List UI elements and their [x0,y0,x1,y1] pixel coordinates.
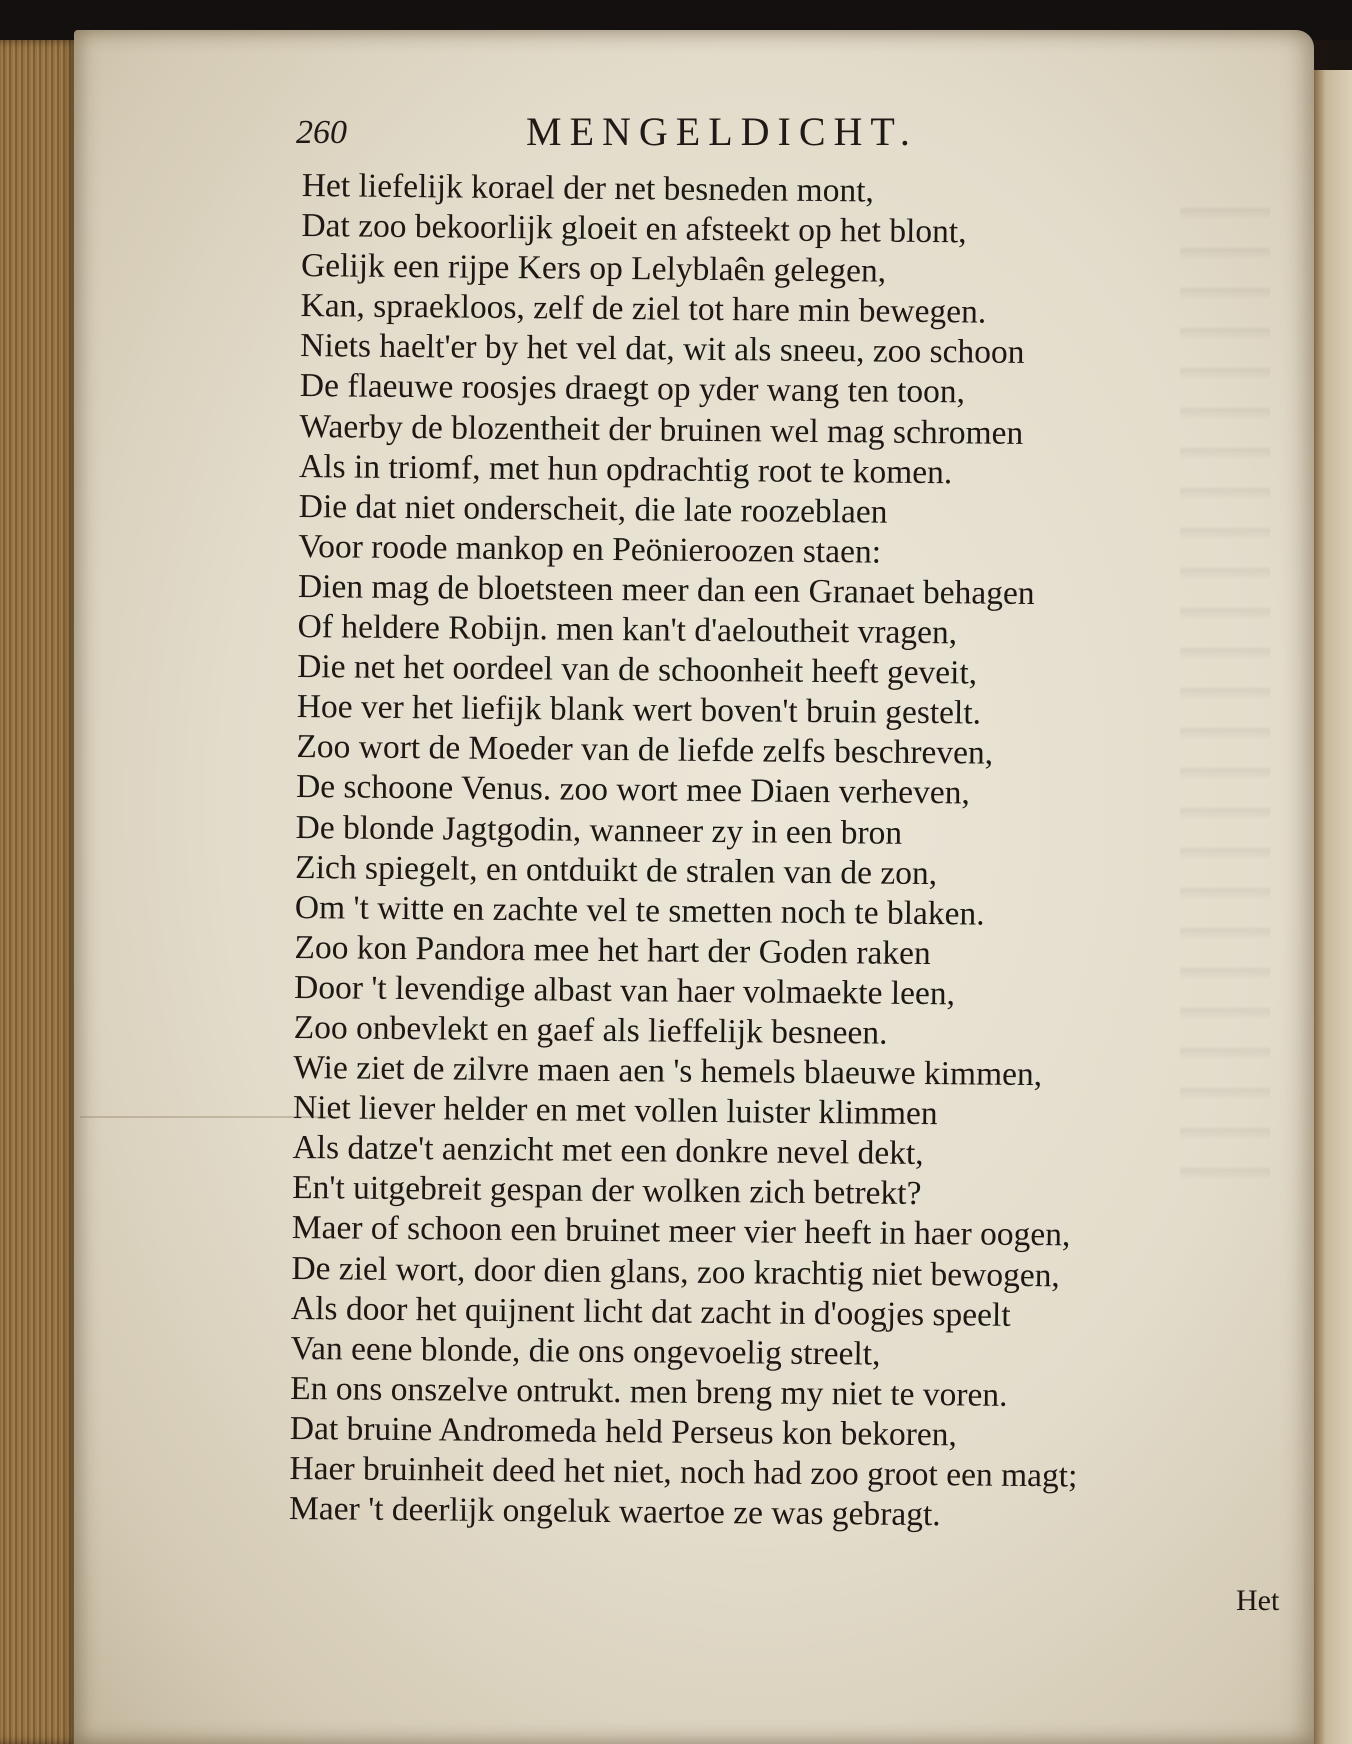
poem-line: Zoo wort de Moeder van de liefde zelfs beschreven, [296,728,994,772]
poem-line: Niet liever helder en met vollen luister klimmen [292,1089,938,1133]
poem-line: En't uitgebreit gespan der wolken zich betrekt? [292,1169,922,1213]
poem-line: Het liefelijk korael der net besneden mont, [301,166,875,210]
poem-line: Dat bruine Andromeda held Perseus kon bekoren, [289,1409,958,1454]
poem-line: Als datze't aenzicht met een donkre nevel dekt, [292,1129,924,1173]
poem-line: Of heldere Robijn. men kan't d'aeloutheit vragen, [297,608,958,652]
poem-line: De ziel wort, door dien glans, zoo krachtig niet bewogen, [291,1249,1060,1294]
poem-line: Om 't witte en zachte vel te smetten noch te blaken. [294,888,985,933]
poem-line: Wie ziet de zilvre maen aen 's hemels blaeuwe kimmen, [293,1049,1043,1094]
poem-line: Die dat niet onderscheit, die late roozeblaen [298,487,888,531]
gilded-page-edges [0,40,78,1744]
poem-line: Hoe ver het liefijk blank wert boven't bruin gestelt. [296,688,982,732]
poem-line: Van eene blonde, die ons ongevoelig streelt, [290,1329,881,1373]
poem-line: Zoo onbevlekt en gaef als lieffelijk besneen. [293,1008,888,1052]
running-title: MENGELDICHT. [526,109,918,154]
poem-line: Gelijk een rijpe Kers op Lelyblaên gelegen, [300,247,887,290]
poem-line: Dien mag de bloetsteen meer dan een Granaet behagen [297,567,1035,612]
page-number: 260 [296,114,347,151]
poem-line: Door 't levendige albast van haer volmaekte leen, [293,968,956,1013]
poem-line: De flaeuwe roosjes draegt op yder wang ten toon, [299,367,966,411]
poem-line: Maer 't deerlijk ongeluk waertoe ze was gebragt. [288,1490,941,1534]
poem-line: Als door het quijnent licht dat zacht in d'oogjes speelt [290,1289,1011,1334]
poem-line: Niets haelt'er by het vel dat, wit als sneeu, zoo schoon [300,327,1025,372]
poem-line: Maer of schoon een bruinet meer vier heeft in haer oogen, [291,1209,1071,1254]
poem-line: Haer bruinheit deed het niet, noch had zoo groot een magt; [289,1449,1078,1495]
poem-line: Voor roode mankop en Peönieroozen staen: [298,527,882,571]
poem-line: Waerby de blozentheit der bruinen wel mag schromen [299,407,1024,452]
poem-line: Als in triomf, met hun opdrachtig root te komen. [298,447,953,491]
poem-line: Dat zoo bekoorlijk gloeit en afsteekt op het blont, [301,207,967,251]
poem-line: Kan, spraekloos, zelf de ziel tot hare min bewegen. [300,287,987,331]
poem-line: Zich spiegelt, en ontduikt de stralen van de zon, [295,848,938,892]
page-header [296,108,1086,158]
poem-line: Zoo kon Pandora mee het hart der Goden raken [294,928,931,972]
poem-line: De blonde Jagtgodin, wanneer zy in een bron [295,808,903,852]
poem-line: De schoone Venus. zoo wort mee Diaen verheven, [295,768,970,812]
catchword: Het [1236,1584,1280,1617]
poem-line: En ons onszelve ontrukt. men breng my niet te voren. [290,1369,1008,1414]
poem-line: Die net het oordeel van de schoonheit heeft geveit, [297,648,978,692]
poem-text [289,166,1292,1539]
facing-page-edge [1312,70,1352,1744]
